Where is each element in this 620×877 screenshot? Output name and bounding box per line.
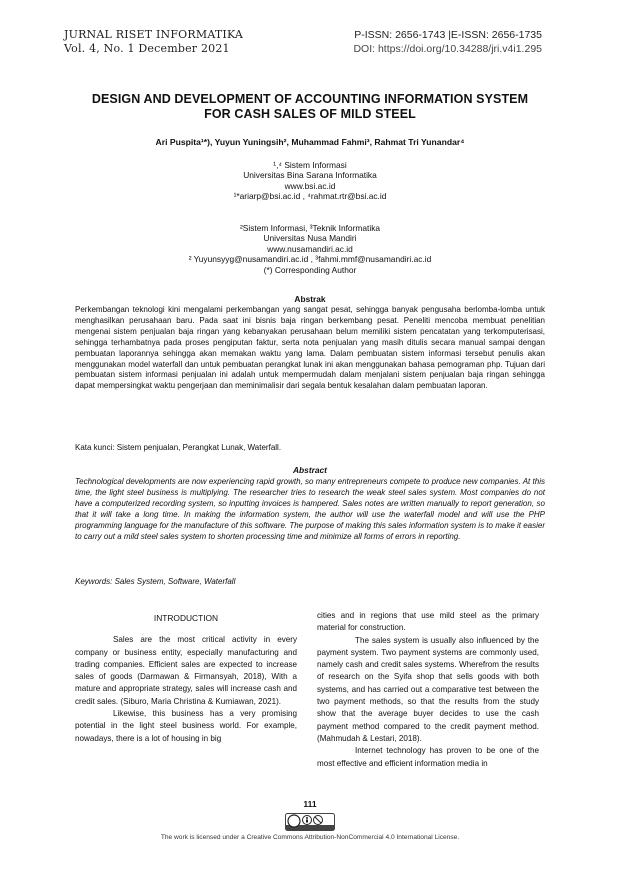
abstrak-heading: Abstrak xyxy=(294,294,326,304)
paragraph: Internet technology has proven to be one of the most effective and efficient information media in xyxy=(317,746,539,768)
paragraph: Likewise, this business has a very promising potential in the light steel business world. For example, nowadays, there is a lot of housing in big xyxy=(75,709,297,743)
paragraph: Sales are the most critical activity in every company or business entity, especially manufacturing and trading companies. Efficient sales are expected to increase sales of goods (Darmawan & Firmansyah, 2018), With a mature and appropriate strategy, sales will increase cash and credit sales. (Siburo, Maria Christina & Kurniawan, 2021). xyxy=(75,635,297,706)
affiliation-line: ¹*ariarp@bsi.ac.id , ⁴rahmat.rtr@bsi.ac.id xyxy=(233,191,387,202)
column-right xyxy=(317,610,539,770)
affiliation-line: ¹,⁴ Sistem Informasi xyxy=(273,160,347,170)
affiliation-block-1 xyxy=(60,160,560,202)
license-notice: The work is licensed under a Creative Commons Attribution-NonCommercial 4.0 International License. xyxy=(160,834,460,841)
doi-link[interactable]: DOI: https://doi.org/10.34288/jri.v4i1.295 xyxy=(353,43,542,55)
introduction-heading: INTRODUCTION xyxy=(153,613,219,623)
abstract-heading: Abstract xyxy=(293,465,327,475)
corresponding-author-note: (*) Corresponding Author xyxy=(263,264,357,275)
journal-volume: Vol. 4, No. 1 December 2021 xyxy=(64,42,230,55)
keywords: Keywords: Sales System, Software, Waterfall xyxy=(75,577,236,586)
issn-text: P-ISSN: 2656-1743 |E-ISSN: 2656-1735 xyxy=(354,29,542,41)
paper-title xyxy=(60,92,560,122)
title-line: DESIGN AND DEVELOPMENT OF ACCOUNTING INFORMATION SYSTEM xyxy=(91,92,529,106)
affiliation-line: Universitas Nusa Mandiri xyxy=(263,233,357,244)
paragraph: The sales system is usually also influenced by the payment system. Two payment systems are commonly used, namely cash and credit sales systems. Wherefrom the results of research on the Syifa shop that sells goods with both systems, and has carried out a comparative test between the two payment methods, so that the results from the study show that the average buyer decides to use the cash payment method compared to the credit payment method. (Mahmudah & Lestari, 2018). xyxy=(317,635,539,743)
creative-commons-badge-icon[interactable] xyxy=(285,813,335,831)
affiliation-line: www.bsi.ac.id xyxy=(284,180,336,191)
affiliation-line: Universitas Bina Sarana Informatika xyxy=(243,170,377,181)
abstrak-text: Perkembangan teknologi kini mengalami perkembangan yang sangat pesat, sehingga banyak pengusaha berlomba-lomba untuk menghasilkan perusahaan baru. Pada saat ini bisnis baja ringan berkembang pesat. Peneliti mencoba membuat penelitian mengenai sistem penjualan baja ringan yang kebanyakan perusahaan belum memiliki sistem pencatatan yang terkomputerisasi, sehingga terhambatnya pada proses pengiputan faktur, serta nota penjualan yang masih ditulis secara manual sampai dengan pembuatan laporannya sehingga akan memakan waktu yang lama. Dalam pembuatan sistem informasi tersebut penulis akan menggunakan model waterfall dan untuk pembuatan perangkat lunak ini akan menggunakan bahasa pemograman php. Tujuan dari pembuatan sistem informasi penjualan ini adalah untuk mempermudah dalam menjalani sistem penjualan baja ringan sehingga dapat mempersingkat waktu pengerjaan dan meminimalisir dari segala bentuk kesalahan dalam pembuatan laporan. xyxy=(75,305,545,391)
kata-kunci: Kata kunci: Sistem penjualan, Perangkat Lunak, Waterfall. xyxy=(75,443,282,452)
page-number: 111 xyxy=(303,799,317,809)
abstract-text: Technological developments are now experiencing rapid growth, so many entrepreneurs compete to produce new companies. At this time, the light steel business is multiplying. The researcher tries to research the weak steel sales system. Most companies do not have a computerized recording system, so inputting invoices is hampered. Sales notes are written manually to report generation, so that it will take a long time. In making the information system, the author will use the waterfall model and will use the PHP programming language for the manufacture of this software. The purpose of making this sales information system is to make it easier to carry out a mild steel sales system to shorten processing time and minimize all forms of errors in reporting. xyxy=(75,477,545,541)
paragraph: cities and in regions that use mild steel as the primary material for construction. xyxy=(317,611,539,633)
affiliation-block-2 xyxy=(60,223,560,275)
title-line: FOR CASH SALES OF MILD STEEL xyxy=(204,107,416,121)
column-left xyxy=(75,610,297,745)
issn-header xyxy=(353,28,542,56)
journal-header xyxy=(64,28,243,56)
affiliation-line: www.nusamandiri.ac.id xyxy=(267,243,353,254)
journal-name: JURNAL RISET INFORMATIKA xyxy=(64,28,244,41)
affiliation-line: ²Sistem Informasi, ³Teknik Informatika xyxy=(239,223,381,233)
author-list: Ari Puspita¹*), Yuyun Yuningsih², Muhammad Fahmi³, Rahmat Tri Yunandar⁴ xyxy=(155,137,465,147)
affiliation-line: ² Yuyunsyyg@nusamandiri.ac.id , ³fahmi.mmf@nusamandiri.ac.id xyxy=(188,254,432,265)
